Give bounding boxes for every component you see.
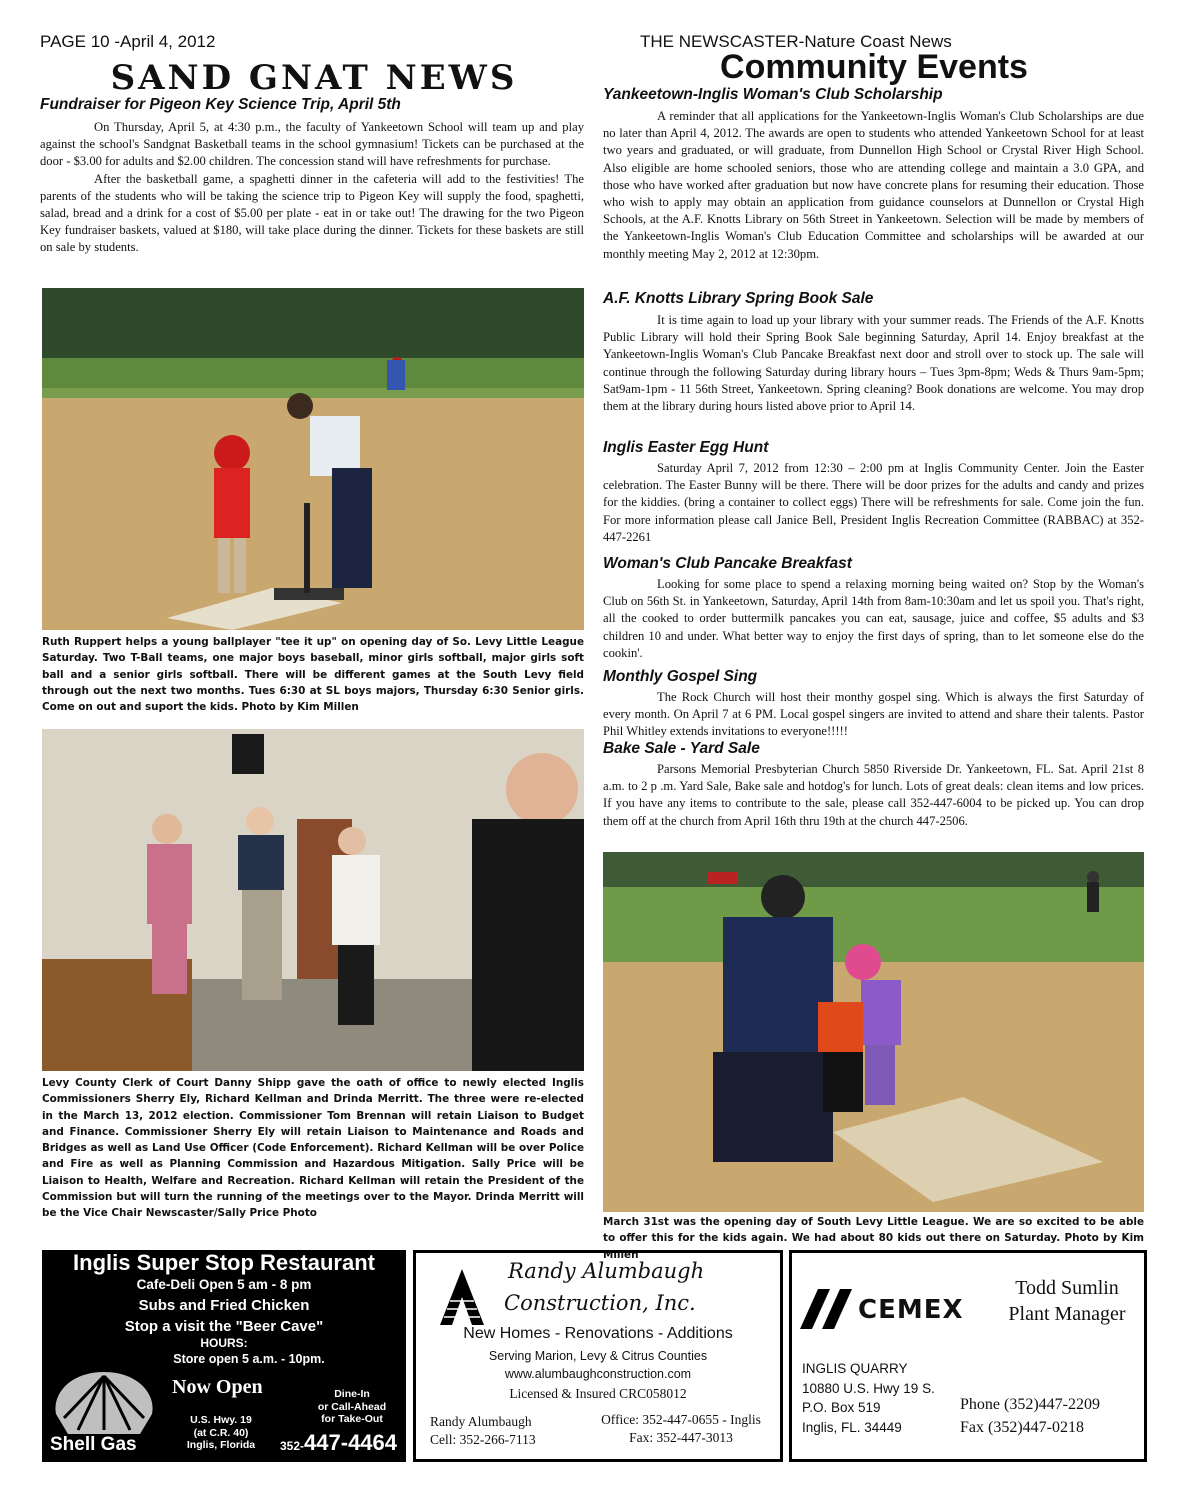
ad-cafe-hours: Cafe-Deli Open 5 am - 8 pm (136, 1277, 312, 1292)
cemex-quarry: INGLIS QUARRY (802, 1361, 908, 1376)
ad-dine-line: or Call-Ahead (317, 1400, 387, 1413)
softball-photo-caption: March 31st was the opening day of South Levy Little League. We are so excited to be able to offer this for the kids again. We had about 80 kids out there on Saturday. Photo by Kim Millen (603, 1216, 1144, 1261)
article-title-egg-hunt: Inglis Easter Egg Hunt (603, 439, 769, 456)
cemex-stripes-icon (800, 1289, 856, 1329)
cemex-address-line: 10880 U.S. Hwy 19 S. (802, 1380, 935, 1396)
ad-dine-options (298, 1388, 406, 1426)
article-fundraiser-body (40, 119, 584, 257)
ad-address-line: (at C.R. 40) (193, 1426, 249, 1439)
ad-address-line: U.S. Hwy. 19 (190, 1414, 252, 1426)
ad-subs-chicken: Subs and Fried Chicken (138, 1297, 310, 1314)
sand-gnat-masthead: SAND GNAT NEWS (110, 58, 518, 98)
article-title-pancake: Woman's Club Pancake Breakfast (603, 555, 852, 572)
alumbaugh-services: New Homes - Renovations - Additions (463, 1325, 733, 1342)
article-paragraph: On Thursday, April 5, at 4:30 p.m., the faculty of Yankeetown School will team up and play against the school's Sandgnat Basketball teams in the school gymnasium! Tickets can be purchased at the door - $3.00 for adults and $2.00 children. The concession stand will have refreshments for purchase. (40, 120, 584, 169)
ad-hours-label: HOURS: (200, 1336, 248, 1350)
alumbaugh-license: Licensed & Insured CRC058012 (509, 1386, 687, 1401)
ad-now-open: Now Open (172, 1376, 263, 1398)
oath-photo-caption: Levy County Clerk of Court Danny Shipp gave the oath of office to newly elected Inglis Commissioners Sherry Ely, Richard Kellman and Drinda Merritt. The three were re-elected in the March 13, 2012 election. Commissioner Tom Brennan will retain Liaison to Budget and Finance. Commissioner Sherry Ely will retain Liaison to Maintenance and Roads and Bridges as well as Land Use Officer (Code Enforcement). Richard Kellman will be over Police and Fire as well as Planning Commission and Hazardous Mitigation. Sally Price will be Liaison to Health, Welfare and Recreation. Richard Kellman will retain the President of the Commission but will turn the running of the meetings over to the Mayor. Drinda Merritt will be the Vice Chair Newscaster/Sally Price Photo (42, 1077, 584, 1220)
alumbaugh-contact-name: Randy Alumbaugh (430, 1414, 532, 1429)
ad-address-line: Inglis, Florida (186, 1439, 256, 1451)
article-title-gospel: Monthly Gospel Sing (603, 668, 758, 685)
tball-photo-caption: Ruth Ruppert helps a young ballplayer "tee it up" on opening day of So. Levy Little League Saturday. Two T-Ball teams, one major boys baseball, minor girls softball, major girls soft ball and a senior girls softball. There will be different games at the South Levy field through out the next two months. Tues 6:30 at SL boys majors, Thursday 6:30 Senior girls. Come on out and suport the kids. Photo by Kim Millen (42, 636, 584, 714)
alumbaugh-office-phone: Office: 352-447-0655 - Inglis (601, 1412, 761, 1427)
article-title-scholarship: Yankeetown-Inglis Woman's Club Scholarship (603, 86, 943, 103)
ad-restaurant-title: Inglis Super Stop Restaurant (73, 1250, 375, 1275)
inglis-super-stop-ad (42, 1250, 406, 1462)
article-scholarship-body (603, 108, 1144, 263)
ad-dine-line: for Take-Out (321, 1413, 383, 1425)
ad-dine-line: Dine-In (334, 1388, 370, 1400)
alumbaugh-office (586, 1411, 776, 1447)
ad-store-hours: Store open 5 a.m. - 10pm. (173, 1352, 325, 1366)
article-paragraph: It is time again to load up your library with your summer reads. The Friends of the A.F. Knotts Public Library will hold their Spring Book Sale beginning Saturday, April 14. Enjoy breakfast at the Yankeetown-Inglis Woman's Club Pancake Breakfast next door and stroll over to stock up. The sale will continue through the following Saturday during library hours – Tues 3pm-8pm; Weds & Thurs 9am-5pm; Sat9am-1pm - 11 56th Street, Yankeetown. Spring cleaning? Book donations are welcome. You may drop them at the library during hours listed above prior to April 14. (603, 313, 1144, 414)
cemex-person: Todd Sumlin (1015, 1277, 1119, 1299)
alumbaugh-name: Randy Alumbaugh (508, 1259, 705, 1283)
cemex-fax: Fax (352)447-0218 (960, 1419, 1084, 1436)
article-title-bake-sale: Bake Sale - Yard Sale (603, 740, 760, 757)
ad-beer-cave: Stop a visit the "Beer Cave" (124, 1318, 324, 1335)
article-paragraph: A reminder that all applications for the Yankeetown-Inglis Woman's Club Scholarships are due no later than April 4, 2012. The awards are open to students who attended Yankeetown School for at least two years and graduated, or will graduate, from Dunnellon High School or Crystal River High School. Also eligible are home schooled seniors, those who are attending college and maintain a 3.0 GPA, and those who have worked after graduation but now have concrete plans for resuming their education. Those who wish to apply may obtain an application from guidance counselors at Dunnellon or Crystal High Schools, at the A.F. Knotts Library on 56th Street in Yankeetown. Selection will be made by members of the Yankeetown-Inglis Woman's Club Education Committee and scholarships will be awarded at our monthly meeting May 2, 2012 at 12:30pm. (603, 109, 1144, 261)
publication-name: THE NEWSCASTER-Nature Coast News (640, 32, 952, 51)
article-title-book-sale: A.F. Knotts Library Spring Book Sale (603, 290, 874, 307)
alumbaugh-contact (430, 1413, 536, 1449)
ad-phone-number: 447-4464 (304, 1430, 398, 1455)
cemex-ad (789, 1250, 1147, 1462)
article-book-sale-body (603, 312, 1144, 415)
page-number-date: PAGE 10 -April 4, 2012 (40, 32, 216, 51)
tball-photo (42, 288, 584, 630)
alumbaugh-cell: Cell: 352-266-7113 (430, 1432, 536, 1447)
ad-shell-gas: Shell Gas (50, 1434, 137, 1455)
alumbaugh-a-logo-icon (438, 1267, 486, 1327)
cemex-phone: Phone (352)447-2209 (960, 1396, 1100, 1413)
cemex-role: Plant Manager (1008, 1303, 1126, 1325)
ad-address (166, 1414, 276, 1452)
alumbaugh-ad (413, 1250, 783, 1462)
article-title-fundraiser: Fundraiser for Pigeon Key Science Trip, April 5th (40, 96, 401, 113)
cemex-contact (992, 1275, 1142, 1327)
softball-photo (603, 852, 1144, 1212)
article-paragraph: The Rock Church will host their monthy gospel sing. Which is always the first Saturday of every month. On April 7 at 6 PM. Local gospel singers are invited to attend and share their talents. Pastor Phil Whitley extends invitations to everyone!!!!! (603, 690, 1144, 739)
alumbaugh-serving: Serving Marion, Levy & Citrus Counties (488, 1349, 708, 1363)
alumbaugh-company: Construction, Inc. (504, 1291, 696, 1315)
article-paragraph: After the basketball game, a spaghetti dinner in the cafeteria will add to the festivities! The parents of the students who will be taking the science trip to Pigeon Key will supply the food, spaghetti, salad, bread and a drink for a cost of $5.00 per plate - eat in or take out! The drawing for the two Pigeon Key fundraiser baskets, valued at $180, will take place during the dinner. Tickets for these baskets are still on sale by students. (40, 171, 584, 255)
article-paragraph: Saturday April 7, 2012 from 12:30 – 2:00 pm at Inglis Community Center. Join the Easter celebration. The Easter Bunny will be there. There will be door prizes for the adults and candy and prizes for the kiddies. (bring a container to collect eggs) There will be refreshments for sale. Come join the fun. For more information please call Janice Bell, President Inglis Recreation Committee (RABBAC) at 352-447-2261 (603, 461, 1144, 544)
shell-logo-icon (48, 1368, 160, 1438)
cemex-phones (960, 1393, 1100, 1439)
oath-photo (42, 729, 584, 1071)
article-gospel-body (603, 689, 1144, 741)
article-egg-hunt-body (603, 460, 1144, 546)
ad-phone-prefix: 352- (280, 1439, 305, 1453)
article-paragraph: Looking for some place to spend a relaxing morning being waited on? Stop by the Woman's Club on 56th St. in Yankeetown, Saturday, April 14th from 8am-10:30am and let us spoil you. That's right, all the cooked to order buttermilk pancakes you can eat, sausage, juice and coffee, $5 adults and $3 children 10 and under. What better way to enjoy the first days of spring, than to let someone else do the cookin'. (603, 577, 1144, 660)
alumbaugh-fax: Fax: 352-447-3013 (629, 1430, 733, 1445)
alumbaugh-website: www.alumbaughconstruction.com (504, 1367, 692, 1381)
cemex-address-line: Inglis, FL. 34449 (802, 1419, 902, 1435)
community-events-title: Community Events (720, 48, 1028, 86)
cemex-logo-text: CEMEX (858, 1295, 964, 1325)
article-bake-sale-body (603, 761, 1144, 830)
ad-phone (280, 1430, 397, 1456)
article-pancake-body (603, 576, 1144, 662)
cemex-address (802, 1359, 935, 1437)
cemex-address-line: P.O. Box 519 (802, 1400, 881, 1415)
article-paragraph: Parsons Memorial Presbyterian Church 5850 Riverside Dr. Yankeetown, FL. Sat. April 21st 8 a.m. to 2 p .m. Yard Sale, Bake sale and hotdog's for lunch. Lots of great deals: clean items and low prices. If you have any items to contribute to the sale, please call 352-447-6004 to be picked up. You can drop them off at the church from April 16th thru 19th at the church 447-2506. (603, 762, 1144, 828)
